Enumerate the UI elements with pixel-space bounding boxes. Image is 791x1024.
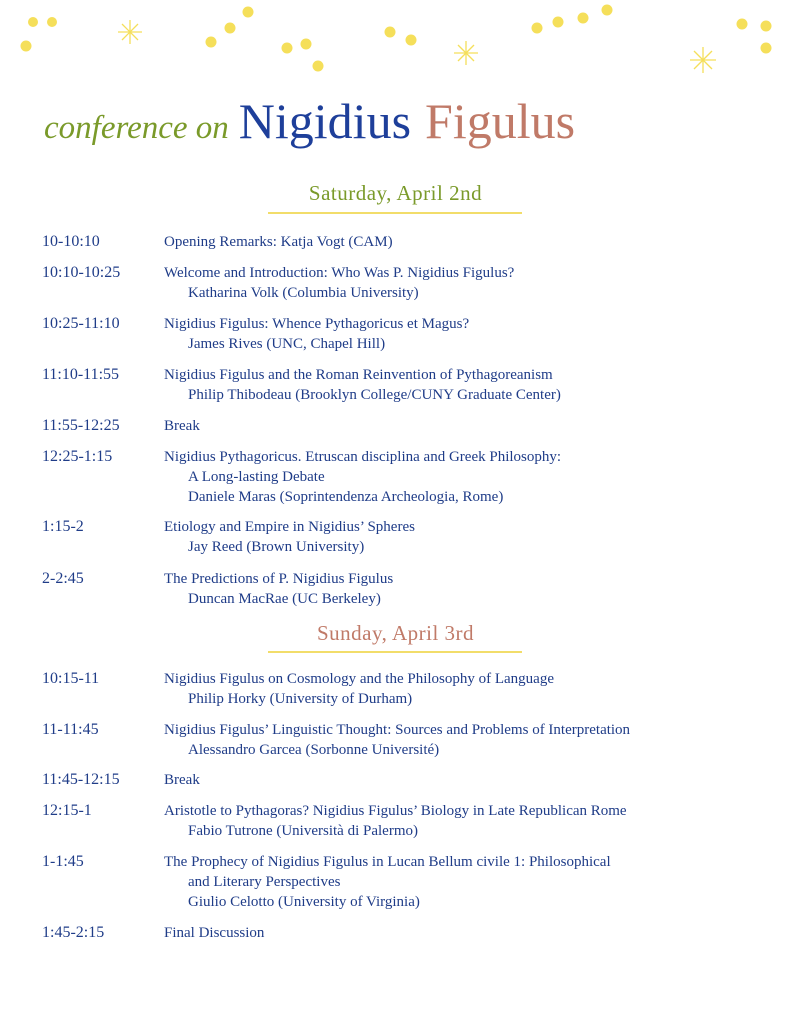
session-title: Aristotle to Pythagoras? Nigidius Figulus’ Biology in Late Republican Rome [164, 803, 627, 819]
title-name-first: Nigidius [238, 93, 412, 149]
session-title: Nigidius Figulus: Whence Pythagoricus et Magus? [164, 316, 470, 332]
title-name-second: Figulus [425, 93, 576, 149]
session-speaker: Alessandro Garcea (Sorbonne Université) [188, 742, 440, 758]
session-speaker: Philip Thibodeau (Brooklyn College/CUNY Graduate Center) [188, 387, 561, 403]
session-speaker: Jay Reed (Brown University) [188, 539, 365, 555]
session-speaker: Giulio Celotto (University of Virginia) [188, 894, 420, 910]
confetti-decoration [0, 0, 791, 90]
session-speaker: Daniele Maras (Soprintendenza Archeologia, Rome) [188, 489, 504, 505]
session-time: 12:15-1 [42, 802, 92, 819]
session-title: Opening Remarks: Katja Vogt (CAM) [164, 234, 393, 250]
session-title: Etiology and Empire in Nigidius’ Spheres [164, 519, 415, 535]
session-title: The Predictions of P. Nigidius Figulus [164, 571, 394, 587]
session-time: 12:25-1:15 [42, 448, 113, 465]
session-speaker: Katharina Volk (Columbia University) [188, 285, 419, 301]
session-title: The Prophecy of Nigidius Figulus in Lucan Bellum civile 1: Philosophical [164, 854, 611, 870]
session-title: Welcome and Introduction: Who Was P. Nigidius Figulus? [164, 265, 515, 281]
session-time: 2-2:45 [42, 570, 84, 587]
session-title: Final Discussion [164, 925, 265, 941]
session-speaker: Philip Horky (University of Durham) [188, 691, 413, 707]
session-time: 1-1:45 [42, 853, 84, 870]
session-speaker: Duncan MacRae (UC Berkeley) [188, 591, 381, 607]
session-time: 1:15-2 [42, 518, 84, 535]
session-time: 10-10:10 [42, 233, 100, 250]
session-time: 11:45-12:15 [42, 771, 120, 788]
session-time: 11:55-12:25 [42, 417, 120, 434]
session-title: Nigidius Figulus’ Linguistic Thought: Sources and Problems of Interpretation [164, 722, 631, 738]
session-time: 10:10-10:25 [42, 264, 121, 281]
session-title: Break [164, 418, 200, 434]
session-title: Break [164, 772, 200, 788]
day-heading-sunday: Sunday, April 3rd [316, 621, 475, 645]
session-speaker: James Rives (UNC, Chapel Hill) [188, 336, 386, 352]
session-time: 11:10-11:55 [42, 366, 120, 383]
page-title [44, 92, 764, 162]
day-heading-underline [268, 212, 522, 214]
session-title: Nigidius Figulus on Cosmology and the Philosophy of Language [164, 671, 554, 687]
day-heading-underline [268, 651, 522, 653]
session-time: 10:25-11:10 [42, 315, 120, 332]
session-time: 1:45-2:15 [42, 924, 105, 941]
session-title-continued: A Long-lasting Debate [188, 469, 325, 485]
session-title-continued: and Literary Perspectives [188, 874, 341, 890]
session-title: Nigidius Pythagoricus. Etruscan disciplina and Greek Philosophy: [164, 449, 562, 465]
session-time: 10:15-11 [42, 670, 100, 687]
title-prefix: conference on [44, 110, 229, 146]
session-time: 11-11:45 [42, 721, 99, 738]
day-heading-saturday: Saturday, April 2nd [308, 181, 483, 205]
session-speaker: Fabio Tutrone (Università di Palermo) [188, 823, 418, 839]
session-title: Nigidius Figulus and the Roman Reinvention of Pythagoreanism [164, 367, 553, 383]
